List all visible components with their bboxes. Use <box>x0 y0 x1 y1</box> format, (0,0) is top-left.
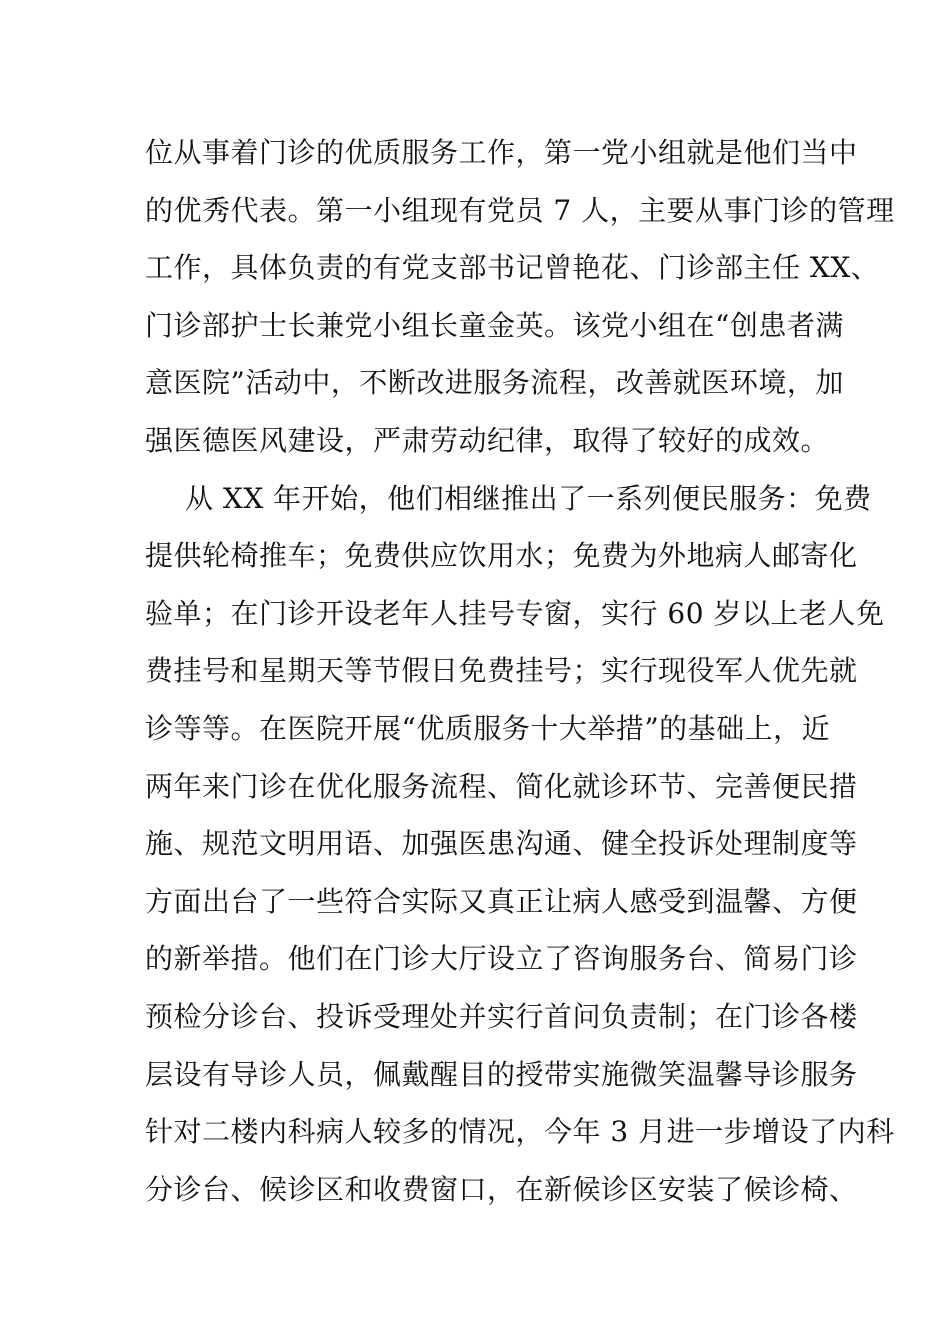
document-body <box>145 124 895 1218</box>
text-line: 费挂号和星期天等节假日免费挂号；实行现役军人优先就 <box>145 654 858 688</box>
text-line: 意医院”活动中，不断改进服务流程，改善就医环境，加 <box>145 366 844 400</box>
text-line: 强医德医风建设，严肃劳动纪律，取得了较好的成效。 <box>145 423 830 457</box>
text-line: 位从事着门诊的优质服务工作，第一党小组就是他们当中 <box>145 136 858 169</box>
text-line: 层设有导诊人员，佩戴醒目的授带实施微笑温馨导诊服务 <box>145 1057 858 1091</box>
text-line: 两年来门诊在优化服务流程、简化就诊环节、完善便民措 <box>145 769 858 803</box>
text-line: 分诊台、候诊区和收费窗口，在新候诊区安装了候诊椅、 <box>145 1172 858 1206</box>
text-line: 门诊部护士长兼党小组长童金英。该党小组在“创患者满 <box>145 308 844 342</box>
text-line: 预检分诊台、投诉受理处并实行首问负责制；在门诊各楼 <box>145 999 858 1033</box>
text-line: 施、规范文明用语、加强医患沟通、健全投诉处理制度等 <box>145 827 858 861</box>
text-line: 从 XX 年开始，他们相继推出了一系列便民服务：免费 <box>185 481 872 515</box>
text-line: 诊等等。在医院开展“优质服务十大举措”的基础上，近 <box>145 711 831 745</box>
paragraph-2 <box>145 470 895 1219</box>
text-line: 针对二楼内科病人较多的情况，今年 3 月进一步增设了内科 <box>145 1115 895 1149</box>
text-line: 方面出台了一些符合实际又真正让病人感受到温馨、方便 <box>145 884 858 918</box>
text-line: 的新举措。他们在门诊大厅设立了咨询服务台、简易门诊 <box>145 942 858 976</box>
text-line: 的优秀代表。第一小组现有党员 7 人，主要从事门诊的管理 <box>145 193 895 227</box>
text-line: 验单；在门诊开设老年人挂号专窗，实行 60 岁以上老人免 <box>145 596 885 630</box>
text-line: 提供轮椅推车；免费供应饮用水；免费为外地病人邮寄化 <box>145 539 858 573</box>
paragraph-1 <box>145 124 895 470</box>
text-line: 工作，具体负责的有党支部书记曾艳花、门诊部主任 XX、 <box>145 251 880 285</box>
